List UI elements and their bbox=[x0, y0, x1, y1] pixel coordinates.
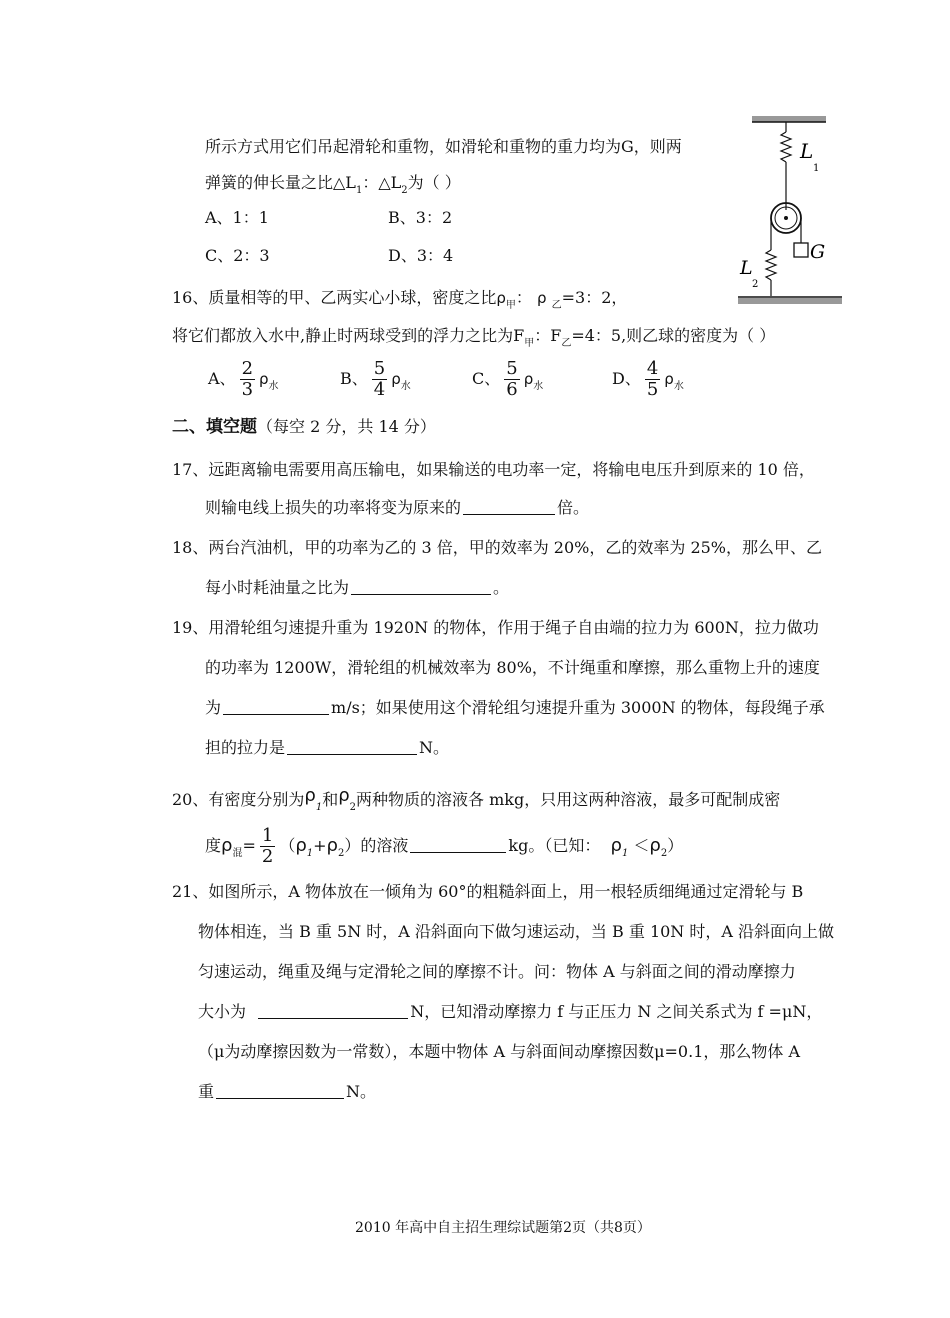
rho-symbol: ρ bbox=[496, 289, 506, 307]
q20-line2-b: kg。（已知： bbox=[508, 836, 601, 855]
frac-num: 1 bbox=[261, 825, 274, 846]
answer-blank[interactable] bbox=[463, 498, 555, 515]
answer-blank[interactable] bbox=[258, 1002, 408, 1019]
q15-option-a: A、1：1 bbox=[205, 208, 269, 227]
less-than: ＜ bbox=[633, 836, 650, 855]
answer-blank[interactable] bbox=[410, 836, 506, 853]
page-footer: 2010 年高中自主招生理综试题第2页（共8页） bbox=[355, 1220, 651, 1236]
q20-eq: = bbox=[242, 836, 256, 855]
answer-blank[interactable] bbox=[351, 578, 491, 595]
weight-block bbox=[794, 243, 808, 257]
sub-jia: 甲 bbox=[524, 338, 535, 349]
paren-open: （ bbox=[279, 836, 296, 855]
sub-1: 1 bbox=[621, 848, 629, 859]
upper-spring bbox=[781, 132, 791, 162]
q20-line1-a: 20、有密度分别为 bbox=[172, 790, 305, 809]
q18-line2 bbox=[205, 578, 509, 598]
sub-2: 2 bbox=[660, 848, 668, 859]
q20-line2 bbox=[205, 822, 683, 870]
q19-line4 bbox=[205, 738, 449, 758]
rho-symbol: ρ bbox=[610, 835, 622, 856]
frac-den: 2 bbox=[261, 846, 274, 867]
fraction-half bbox=[260, 826, 275, 867]
q16-option-c bbox=[472, 356, 543, 402]
q16-line2-a: 将它们都放入水中,静止时两球受到的浮力之比为F bbox=[172, 326, 525, 345]
q15-sub2: 2 bbox=[401, 185, 408, 196]
q21-line6-b: N。 bbox=[346, 1082, 377, 1101]
frac-den: 4 bbox=[373, 379, 386, 400]
frac-num: 5 bbox=[506, 358, 518, 379]
q15-option-d: D、3：4 bbox=[388, 246, 454, 265]
fraction bbox=[645, 359, 660, 400]
label-l2: L bbox=[740, 257, 753, 279]
rho-symbol: ρ bbox=[295, 835, 307, 856]
sub-shui: 水 bbox=[533, 381, 544, 392]
q20-line1 bbox=[172, 784, 780, 820]
q21-line4-b: N，已知滑动摩擦力 f 与正压力 N 之间关系式为 f =μN， bbox=[410, 1002, 823, 1021]
q18-line2-b: 。 bbox=[493, 578, 510, 597]
frac-den: 6 bbox=[506, 379, 518, 400]
q21-line3: 匀速运动，绳重及绳与定滑轮之间的摩擦不计。问：物体 A 与斜面之间的滑动摩擦力 bbox=[198, 962, 796, 981]
floor bbox=[738, 298, 842, 304]
q19-line2: 的功率为 1200W，滑轮组的机械效率为 80%，不计绳重和摩擦，那么重物上升的速度 bbox=[205, 658, 820, 677]
q19-line1: 19、用滑轮组匀速提升重为 1920N 的物体，作用于绳子自由端的拉力为 600N，拉力做功 bbox=[172, 618, 819, 637]
sub-jia: 甲 bbox=[505, 300, 516, 311]
sub-yi: 乙 bbox=[561, 338, 572, 349]
q21-line1: 21、如图所示，A 物体放在一倾角为 60°的粗糙斜面上，用一根轻质细绳通过定滑轮与 B bbox=[172, 882, 804, 901]
q21-line5: （μ为动摩擦因数为一常数），本题中物体 A 与斜面间动摩擦因数μ=0.1，那么物体 A bbox=[198, 1042, 801, 1061]
sub-yi: 乙 bbox=[551, 300, 562, 311]
q17-line2-b: 倍。 bbox=[557, 498, 590, 517]
spring-pulley-figure bbox=[730, 110, 850, 310]
q19-line4-b: N。 bbox=[419, 738, 450, 757]
q15-sub1: 1 bbox=[355, 185, 363, 196]
q16-line2-b: =4：5,则乙球的密度为（ ） bbox=[571, 326, 776, 345]
q16-option-b bbox=[340, 356, 411, 402]
q15-line2-a: 弹簧的伸长量之比△L bbox=[205, 173, 356, 192]
rho-symbol: ρ bbox=[537, 289, 547, 307]
q16-line1-a: 16、质量相等的甲、乙两实心小球，密度之比 bbox=[172, 288, 497, 307]
q17-line2-a: 则输电线上损失的功率将变为原来的 bbox=[205, 498, 462, 517]
frac-num: 2 bbox=[241, 358, 254, 379]
answer-blank[interactable] bbox=[287, 738, 417, 755]
rho-symbol: ρ bbox=[649, 835, 661, 856]
frac-den: 5 bbox=[646, 379, 659, 400]
q16-line1-b: =3：2， bbox=[561, 288, 628, 307]
sub-shui: 水 bbox=[400, 381, 411, 392]
frac-num: 5 bbox=[373, 358, 386, 379]
q16-colon: ： bbox=[515, 288, 532, 307]
q20-line1-b: 两种物质的溶液各 mkg，只用这两种溶液，最多可配制成密 bbox=[356, 790, 781, 809]
section-note: （每空 2 分，共 14 分） bbox=[257, 417, 436, 436]
frac-num: 4 bbox=[646, 358, 659, 379]
frac-den: 3 bbox=[241, 379, 254, 400]
rho-symbol: ρ bbox=[523, 370, 534, 388]
q21-line2: 物体相连，当 B 重 5N 时，A 沿斜面向下做匀速运动，当 B 重 10N 时，A 沿斜面向上做 bbox=[198, 922, 835, 941]
rho-symbol: ρ bbox=[391, 370, 401, 388]
fraction bbox=[504, 359, 519, 400]
rho-symbol: ρ bbox=[304, 785, 316, 806]
q15-option-b: B、3：2 bbox=[388, 208, 453, 227]
sub-2: 2 bbox=[349, 802, 357, 813]
option-label: A、 bbox=[208, 369, 236, 388]
q17-line1: 17、远距离输电需要用高压输电，如果输送的电功率一定，将输电电压升到原来的 10 倍， bbox=[172, 460, 815, 479]
label-g: G bbox=[810, 241, 826, 263]
option-label: D、 bbox=[612, 369, 641, 388]
q21-line6 bbox=[198, 1082, 376, 1102]
q21-line4-a: 大小为 bbox=[198, 1002, 247, 1021]
sub-mix: 混 bbox=[232, 848, 243, 859]
q21-line6-a: 重 bbox=[198, 1082, 215, 1101]
q19-line3-b: m/s；如果使用这个滑轮组匀速提升重为 3000N 的物体，每段绳子承 bbox=[331, 698, 825, 717]
answer-blank[interactable] bbox=[216, 1082, 344, 1099]
sub-1: 1 bbox=[315, 802, 323, 813]
sub-shui: 水 bbox=[268, 381, 279, 392]
q20-and: 和 bbox=[322, 790, 339, 809]
sub-shui: 水 bbox=[673, 381, 684, 392]
plus-sign: + bbox=[313, 836, 327, 855]
fraction bbox=[372, 359, 387, 400]
q20-end: ） bbox=[667, 836, 684, 855]
rho-symbol: ρ bbox=[259, 370, 269, 388]
q16-line2 bbox=[172, 326, 775, 354]
answer-blank[interactable] bbox=[223, 698, 329, 715]
option-label: C、 bbox=[472, 369, 501, 388]
q20-line2-a: 度 bbox=[205, 836, 222, 855]
label-l1-sub: 1 bbox=[813, 163, 820, 174]
q16-line2-colon: ：F bbox=[534, 326, 562, 345]
ceiling bbox=[752, 116, 826, 122]
q15-line2-c: 为（ ） bbox=[407, 173, 461, 192]
q15-line1: 所示方式用它们吊起滑轮和重物，如滑轮和重物的重力均为G，则两 bbox=[205, 137, 682, 156]
label-l1: L bbox=[800, 139, 814, 163]
q16-option-d bbox=[612, 356, 684, 402]
rho-symbol: ρ bbox=[664, 370, 674, 388]
q18-line2-a: 每小时耗油量之比为 bbox=[205, 578, 350, 597]
rho-symbol: ρ bbox=[221, 835, 233, 856]
q19-line4-a: 担的拉力是 bbox=[205, 738, 286, 757]
rho-symbol: ρ bbox=[326, 835, 338, 856]
section-heading bbox=[172, 416, 436, 438]
q15-option-c: C、2：3 bbox=[205, 246, 270, 265]
sub-2: 2 bbox=[337, 848, 345, 859]
option-label: B、 bbox=[340, 369, 368, 388]
lower-spring bbox=[766, 250, 776, 280]
sub-1: 1 bbox=[306, 848, 314, 859]
q19-line3 bbox=[205, 698, 825, 718]
fraction bbox=[240, 359, 255, 400]
q21-line4 bbox=[198, 1002, 822, 1022]
q15-line2-b: ：△L bbox=[362, 173, 402, 192]
q15-line2 bbox=[205, 173, 461, 201]
section-title: 二、填空题 bbox=[172, 417, 257, 437]
q18-line1: 18、两台汽油机，甲的功率为乙的 3 倍，甲的效率为 20%，乙的效率为 25%，那么甲、乙 bbox=[172, 538, 823, 557]
q16-option-a bbox=[208, 356, 279, 402]
label-l2-sub: 2 bbox=[752, 279, 759, 290]
rho-symbol: ρ bbox=[338, 785, 350, 806]
q19-line3-a: 为 bbox=[205, 698, 222, 717]
q16-line1 bbox=[172, 288, 627, 316]
paren-close: ）的溶液 bbox=[344, 836, 409, 855]
q17-line2 bbox=[205, 498, 589, 518]
